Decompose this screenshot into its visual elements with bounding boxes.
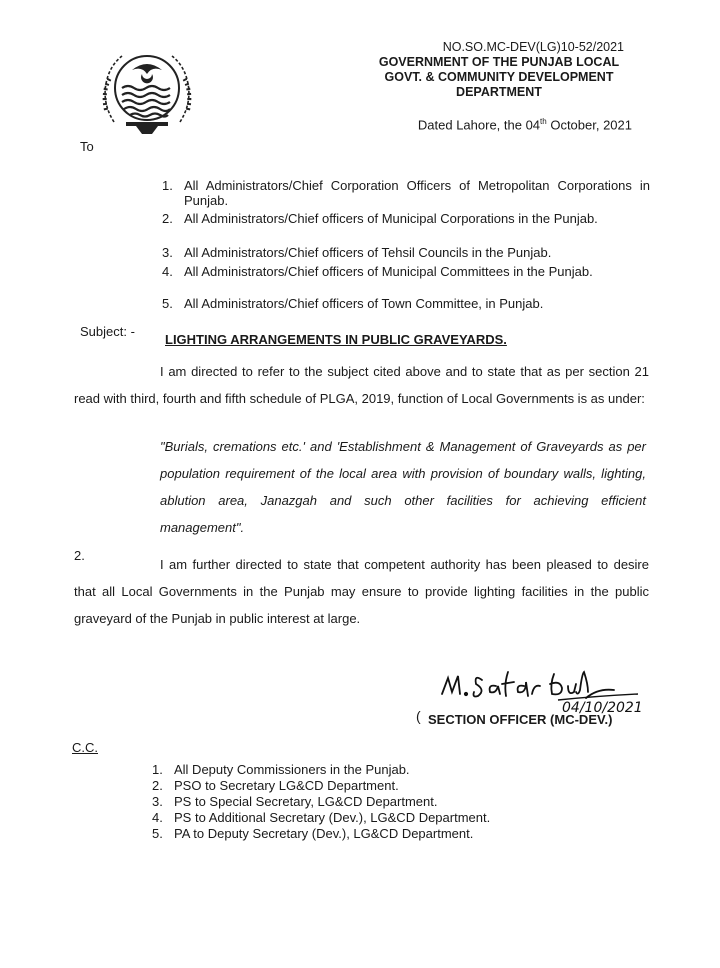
addressee-item <box>162 178 650 208</box>
paragraph-2: I am further directed to state that competent authority has been pleased to desire that all Local Governments in the Punjab may ensure to provide lighting facilities in the public graveyard of the Punjab in public interest at large. <box>74 557 649 626</box>
paragraph-1: I am directed to refer to the subject cited above and to state that as per section 21 read with third, fourth and fifth schedule of PLGA, 2019, function of Local Governments is as under: <box>74 364 649 406</box>
cc-list-item <box>152 826 490 842</box>
addressee-text: All Administrators/Chief officers of Municipal Corporations in the Punjab. <box>184 211 598 226</box>
signatory-title: SECTION OFFICER (MC-DEV.) <box>428 712 613 727</box>
department-line-2: GOVT. & COMMUNITY DEVELOPMENT <box>384 70 614 84</box>
cc-number: 5. <box>152 826 163 841</box>
subject-label: Subject: - <box>80 324 135 339</box>
addressee-item <box>162 296 650 311</box>
signature-bracket: ( <box>416 708 421 724</box>
addressee-text: All Administrators/Chief officers of Town Committee, in Punjab. <box>184 296 544 311</box>
addressee-number: 3. <box>162 245 173 260</box>
cc-text: PS to Additional Secretary (Dev.), LG&CD Department. <box>174 810 491 825</box>
addressee-number: 2. <box>162 211 173 226</box>
addressee-text: All Administrators/Chief Corporation Officers of Metropolitan Corporations in Punjab. <box>184 178 650 208</box>
signature-date: 04/10/2021 <box>562 700 643 716</box>
cc-text: PA to Deputy Secretary (Dev.), LG&CD Department. <box>174 826 474 841</box>
addressee-item <box>162 211 650 226</box>
paragraph-2-number: 2. <box>74 548 85 563</box>
cc-number: 2. <box>152 778 163 793</box>
addressee-item <box>162 264 650 279</box>
addressee-number: 5. <box>162 296 173 311</box>
addressee-number: 4. <box>162 264 173 279</box>
quoted-function: "Burials, cremations etc.' and 'Establishment & Management of Graveyards as per population requirement of the local area with provision of boundary walls, lighting, ablution area, Janazgah and such other facilities for achieving efficient management". <box>160 439 646 535</box>
date-superscript: th <box>540 117 547 126</box>
date-suffix: October, 2021 <box>546 117 632 133</box>
cc-text: All Deputy Commissioners in the Punjab. <box>174 762 410 777</box>
cc-list <box>152 762 490 842</box>
cc-text: PSO to Secretary LG&CD Department. <box>174 778 399 793</box>
cc-number: 1. <box>152 762 163 777</box>
date-prefix: Dated Lahore, the 04 <box>417 117 541 133</box>
cc-list-item <box>152 762 490 778</box>
cc-label: C.C. <box>72 740 98 755</box>
cc-list-item <box>152 810 490 826</box>
reference-number: NO.SO.MC-DEV(LG)10-52/2021 <box>442 40 624 54</box>
addressee-text: All Administrators/Chief officers of Municipal Committees in the Punjab. <box>184 264 593 279</box>
cc-number: 4. <box>152 810 163 825</box>
addressee-text: All Administrators/Chief officers of Tehsil Councils in the Punjab. <box>184 245 552 260</box>
cc-list-item <box>152 778 490 794</box>
punjab-government-seal-logo <box>92 30 202 140</box>
cc-number: 3. <box>152 794 163 809</box>
cc-text: PS to Special Secretary, LG&CD Department. <box>174 794 438 809</box>
subject-title: LIGHTING ARRANGEMENTS IN PUBLIC GRAVEYARDS. <box>165 332 507 347</box>
issuing-department <box>364 55 634 100</box>
to-label: To <box>80 139 94 154</box>
department-line-1: GOVERNMENT OF THE PUNJAB LOCAL <box>378 55 620 69</box>
department-line-3: DEPARTMENT <box>456 85 542 99</box>
addressee-number: 1. <box>162 178 173 193</box>
cc-list-item <box>152 794 490 810</box>
addressee-item <box>162 245 650 260</box>
date-line <box>418 117 632 132</box>
